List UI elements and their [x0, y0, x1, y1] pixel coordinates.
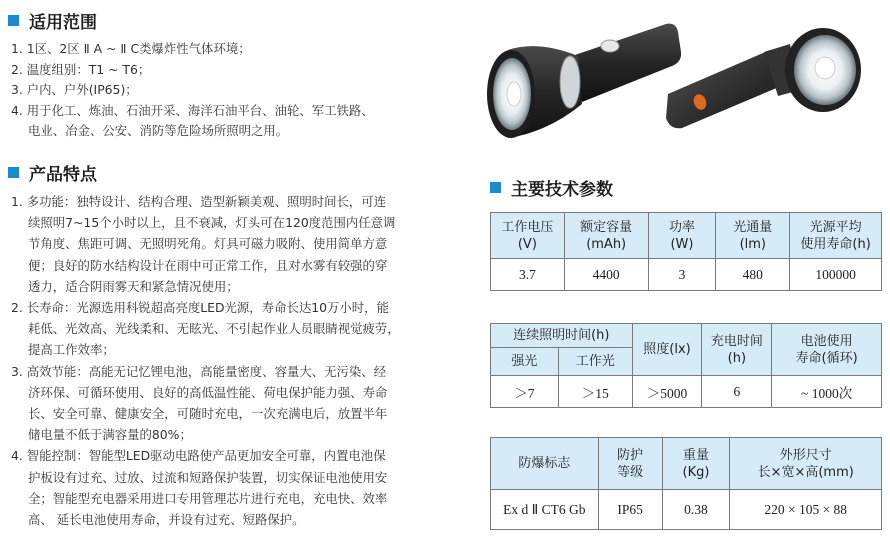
flashlight-photo-front: [478, 10, 688, 160]
table-header-cell: 功率 (W): [648, 213, 716, 259]
features-title-text: 产品特点: [29, 165, 97, 185]
features-section-title: [8, 160, 97, 185]
flashlight-photo-angled: [660, 20, 865, 150]
bullet-square-icon: [8, 15, 19, 26]
features-list: [11, 191, 456, 530]
scope-item: 4. 用于化工、炼油、石油开采、海洋石油平台、油轮、军工铁路、: [11, 102, 374, 118]
feature-line: 便；良好的防水结构设计在雨中可正常工作，且对水雾有较强的穿: [28, 257, 388, 273]
table-value-cell: IP65: [598, 490, 662, 530]
feature-line: 耗低、光效高、光线柔和、无眩光、不引起作业人员眼睛视觉疲劳，: [28, 321, 400, 337]
scope-section-title: [8, 8, 97, 33]
table-value-cell: Ex d Ⅱ CT6 Gb: [491, 490, 599, 530]
table-value-cell: ＞7: [491, 376, 559, 408]
scope-list: [11, 39, 451, 142]
table-header-cell: 工作光: [558, 348, 632, 376]
table-header-cell: 光通量 (lm): [716, 213, 790, 259]
feature-line: 1. 多功能：独特设计、结构合理、造型新颖美观、照明时间长，可连: [11, 194, 387, 209]
spec-table-electrical: [490, 212, 882, 291]
table-value-cell: 3: [648, 259, 716, 291]
spec-table-physical: [490, 437, 882, 530]
table-header-cell: 外形尺寸 长×宽×高(mm): [730, 438, 882, 490]
feature-line: 高、 延长电池使用寿命，并设有过充、短路保护。: [28, 512, 305, 528]
table-value-cell: 0.38: [662, 490, 730, 530]
feature-line: 3. 高效节能：高能无记忆锂电池，高能量密度、容量大、无污染、经: [11, 363, 387, 379]
bullet-square-icon: [490, 182, 501, 193]
feature-line: 透力，适合阴雨雾天和紧急情况使用；: [28, 278, 239, 294]
specs-title-text: 主要技术参数: [511, 180, 613, 200]
table-value-cell: 6: [702, 376, 772, 408]
spec-table-lighting: [490, 323, 882, 408]
table-value-cell: 4400: [564, 259, 648, 291]
table-header-cell: 工作电压 (V): [491, 213, 565, 259]
feature-line: 储电量不低于满容量的80%；: [28, 427, 192, 443]
feature-line: 提高工作效率；: [28, 342, 115, 358]
feature-line: 续照明7~15个小时以上，且不衰减，灯头可在120度范围内任意调: [28, 215, 396, 231]
scope-title-text: 适用范围: [29, 13, 97, 33]
table-value-cell: 3.7: [491, 259, 565, 291]
table-value-cell: 480: [716, 259, 790, 291]
table-header-cell: 光源平均 使用寿命(h): [790, 213, 882, 259]
feature-line: 护板设有过充、过放、过流和短路保护装置，切实保证电池使用安: [28, 469, 388, 485]
table-header-cell: 额定容量 (mAh): [564, 213, 648, 259]
table-value-cell: 220 × 105 × 88: [730, 490, 882, 530]
table-header-cell: 电池使用 寿命(循环): [772, 324, 882, 376]
table-header-cell: 充电时间 (h): [702, 324, 772, 376]
scope-item: 2. 温度组别：T1 ~ T6；: [11, 61, 151, 77]
feature-line: 节角度、焦距可调、无照明死角。灯具可磁力吸附、使用简单方意: [28, 236, 388, 252]
table-header-cell: 防护 等级: [598, 438, 662, 490]
feature-line: 全；智能型充电器采用进口专用管理芯片进行充电，充电快、效率: [28, 490, 388, 506]
scope-item: 1. 1区、2区 Ⅱ A ~ Ⅱ C类爆炸性气体环境；: [11, 41, 251, 56]
table-header-cell: 照度(lx): [632, 324, 702, 376]
feature-line: 长、安全可靠、健康安全，可随时充电，一次充满电后，放置半年: [28, 406, 388, 422]
feature-line: 济环保、可循环使用、良好的高低温性能、荷电保护能力强、寿命: [28, 384, 388, 400]
table-header-cell: 强光: [491, 348, 559, 376]
table-value-cell: ＞5000: [632, 376, 702, 408]
feature-line: 2. 长寿命：光源选用科锐超高亮度LED光源，寿命长达10万小时，能: [11, 300, 389, 316]
specs-section-title: [490, 175, 613, 200]
table-value-cell: ~ 1000次: [772, 376, 882, 408]
scope-item: 电业、冶金、公安、消防等危险场所照明之用。: [28, 123, 289, 139]
table-header-cell: 连续照明时间(h): [491, 324, 633, 348]
bullet-square-icon: [8, 167, 19, 178]
table-header-cell: 重量 (Kg): [662, 438, 730, 490]
table-header-cell: 防爆标志: [491, 438, 599, 490]
table-value-cell: ＞15: [558, 376, 632, 408]
scope-item: 3. 户内、户外(IP65)；: [11, 82, 138, 98]
feature-line: 4. 智能控制：智能型LED驱动电路使产品更加安全可靠，内置电池保: [11, 448, 386, 464]
table-value-cell: 100000: [790, 259, 882, 291]
